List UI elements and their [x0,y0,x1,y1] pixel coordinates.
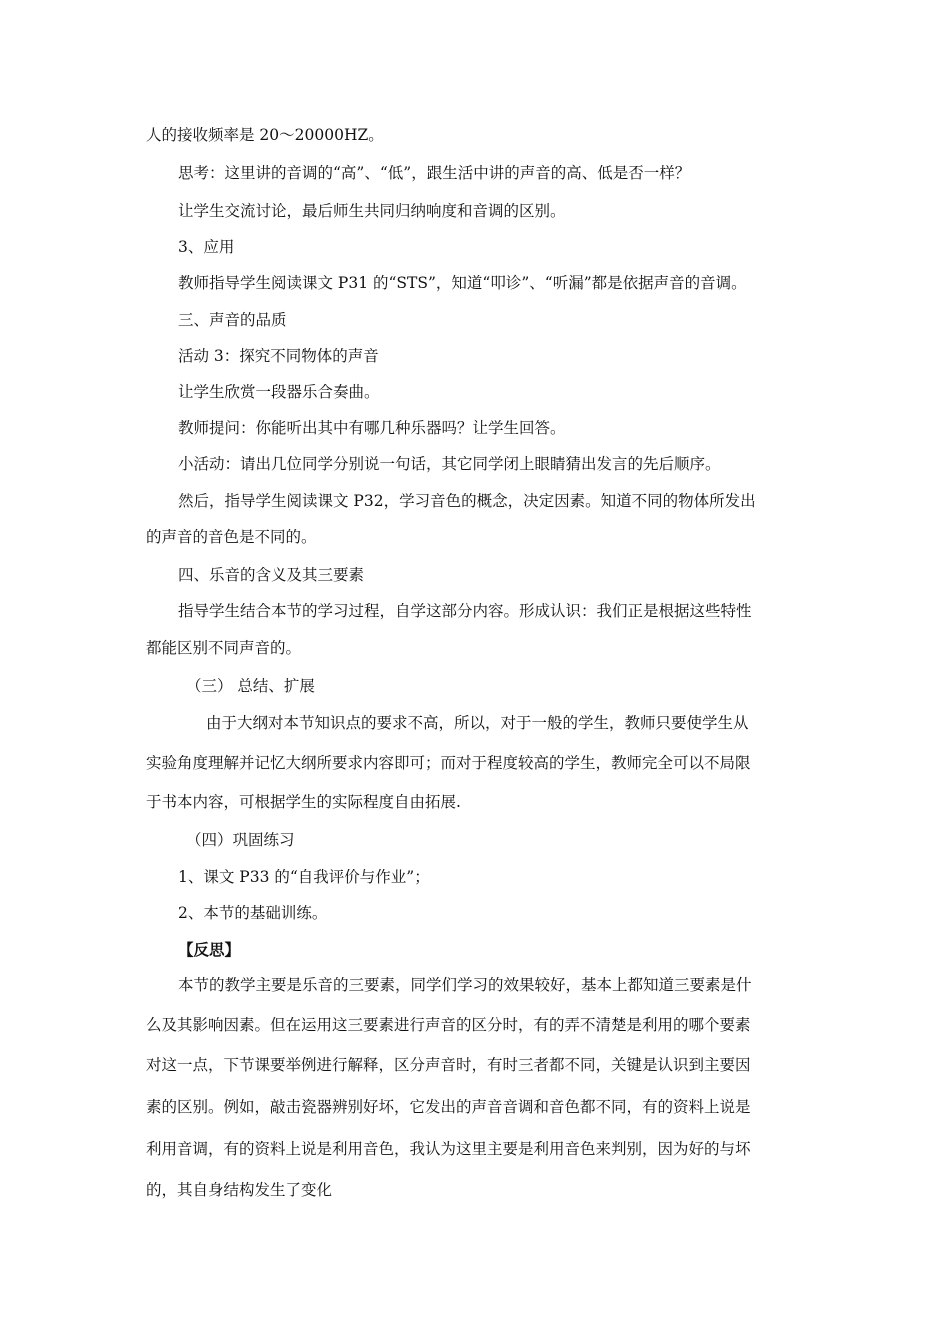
paragraph-line: 的，其自身结构发生了变化 [146,1181,333,1199]
paragraph-line: 2、本节的基础训练。 [178,904,328,922]
paragraph-line: 小活动：请出几位同学分别说一句话，其它同学闭上眼睛猜出发言的先后顺序。 [178,455,721,473]
paragraph-line: 利用音调，有的资料上说是利用音色，我认为这里主要是利用音色来判别，因为好的与坏 [146,1140,751,1158]
paragraph-line: 指导学生结合本节的学习过程，自学这部分内容。形成认识：我们正是根据这些特性 [178,602,752,620]
section-heading: （四）巩固练习 [186,831,295,849]
paragraph-line: 由于大纲对本节知识点的要求不高，所以，对于一般的学生，教师只要使学生从 [206,714,749,732]
paragraph-line: 么及其影响因素。但在运用这三要素进行声音的区分时，有的弄不清楚是利用的哪个要素 [146,1016,751,1034]
paragraph-line: 思考：这里讲的音调的“高”、“低”，跟生活中讲的声音的高、低是否一样？ [178,164,691,182]
section-heading: （三） 总结、扩展 [186,677,315,695]
paragraph-line: 于书本内容，可根据学生的实际程度自由拓展. [146,793,461,811]
paragraph-line: 对这一点，下节课要举例进行解释，区分声音时，有时三者都不同，关键是认识到主要因 [146,1056,751,1074]
section-heading: 三、声音的品质 [178,311,287,329]
paragraph-line: 教师提问：你能听出其中有哪几种乐器吗？让学生回答。 [178,419,566,437]
paragraph-line: 人的接收频率是 20～20000HZ。 [146,126,384,144]
paragraph-line: 本节的教学主要是乐音的三要素，同学们学习的效果较好，基本上都知道三要素是什 [178,976,752,994]
paragraph-line: 素的区别。例如，敲击瓷器辨别好坏，它发出的声音音调和音色都不同，有的资料上说是 [146,1098,751,1116]
paragraph-line: 1、课文 P33 的“自我评价与作业”； [178,868,430,886]
paragraph-line: 让学生交流讨论，最后师生共同归纳响度和音调的区别。 [178,202,566,220]
paragraph-line: 的声音的音色是不同的。 [146,528,317,546]
section-heading: 3、应用 [178,238,235,256]
paragraph-line: 教师指导学生阅读课文 P31 的“STS”，知道“叩诊”、“听漏”都是依据声音的音调。 [178,274,747,292]
section-heading: 四、乐音的含义及其三要素 [178,566,365,584]
paragraph-line: 实验角度理解并记忆大纲所要求内容即可；而对于程度较高的学生，教师完全可以不局限 [146,754,751,772]
paragraph-line: 都能区别不同声音的。 [146,639,302,657]
paragraph-line: 让学生欣赏一段器乐合奏曲。 [178,383,380,401]
section-heading: 【反思】 [178,940,241,959]
paragraph-line: 活动 3：探究不同物体的声音 [178,347,379,365]
paragraph-line: 然后，指导学生阅读课文 P32，学习音色的概念，决定因素。知道不同的物体所发出 [178,492,756,510]
